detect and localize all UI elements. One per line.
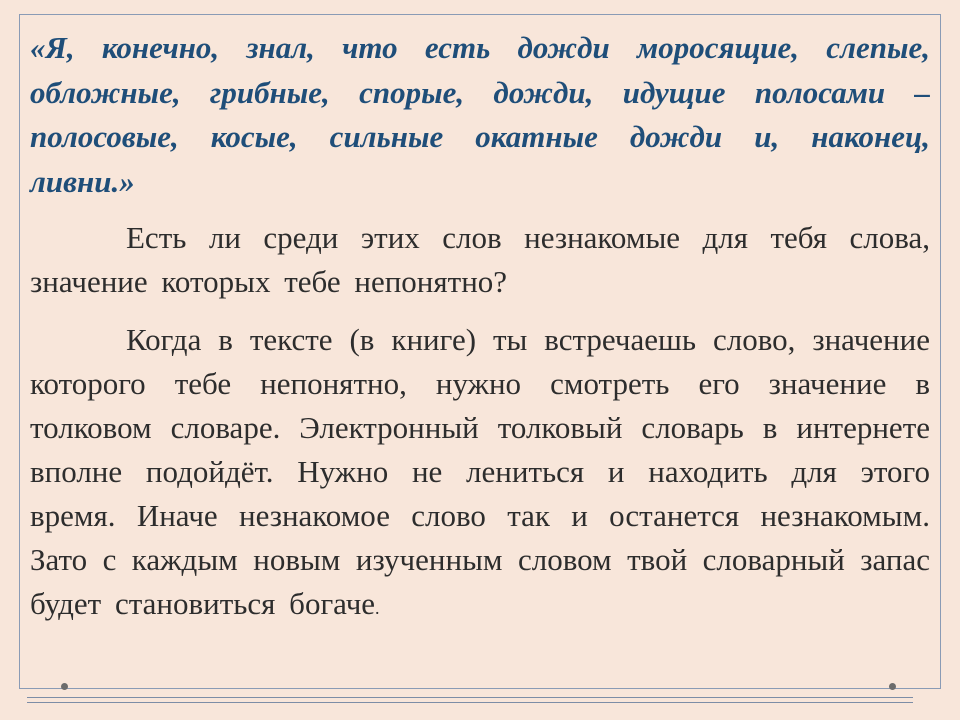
decorative-dot-left xyxy=(61,683,68,690)
decorative-dot-right xyxy=(889,683,896,690)
decorative-line-top xyxy=(27,697,913,698)
question-paragraph: Есть ли среди этих слов незнакомые для тебя слова, значение которых тебе непонятно? xyxy=(30,220,930,299)
advice-paragraph xyxy=(30,318,930,630)
slide-content xyxy=(30,26,930,630)
advice-end-dot: . xyxy=(375,598,380,618)
decorative-line-bottom xyxy=(27,702,913,703)
advice-text: Когда в тексте (в книге) ты встречаешь слово, значение которого тебе непонятно, нужно смотреть его значение в толковом словаре. Электронный толковый словарь в интернете вполне подойдёт. Нужно не лениться и находить для этого время. Иначе незнакомое слово так и останется незнакомым. Зато с каждым новым изученным словом твой словарный запас будет становиться богаче xyxy=(30,322,930,621)
quote-paragraph: «Я, конечно, знал, что есть дожди моросящие, слепые, обложные, грибные, спорые, дожди, идущие полосами – полосовые, косые, сильные окатные дожди и, наконец, ливни.» xyxy=(30,30,930,199)
